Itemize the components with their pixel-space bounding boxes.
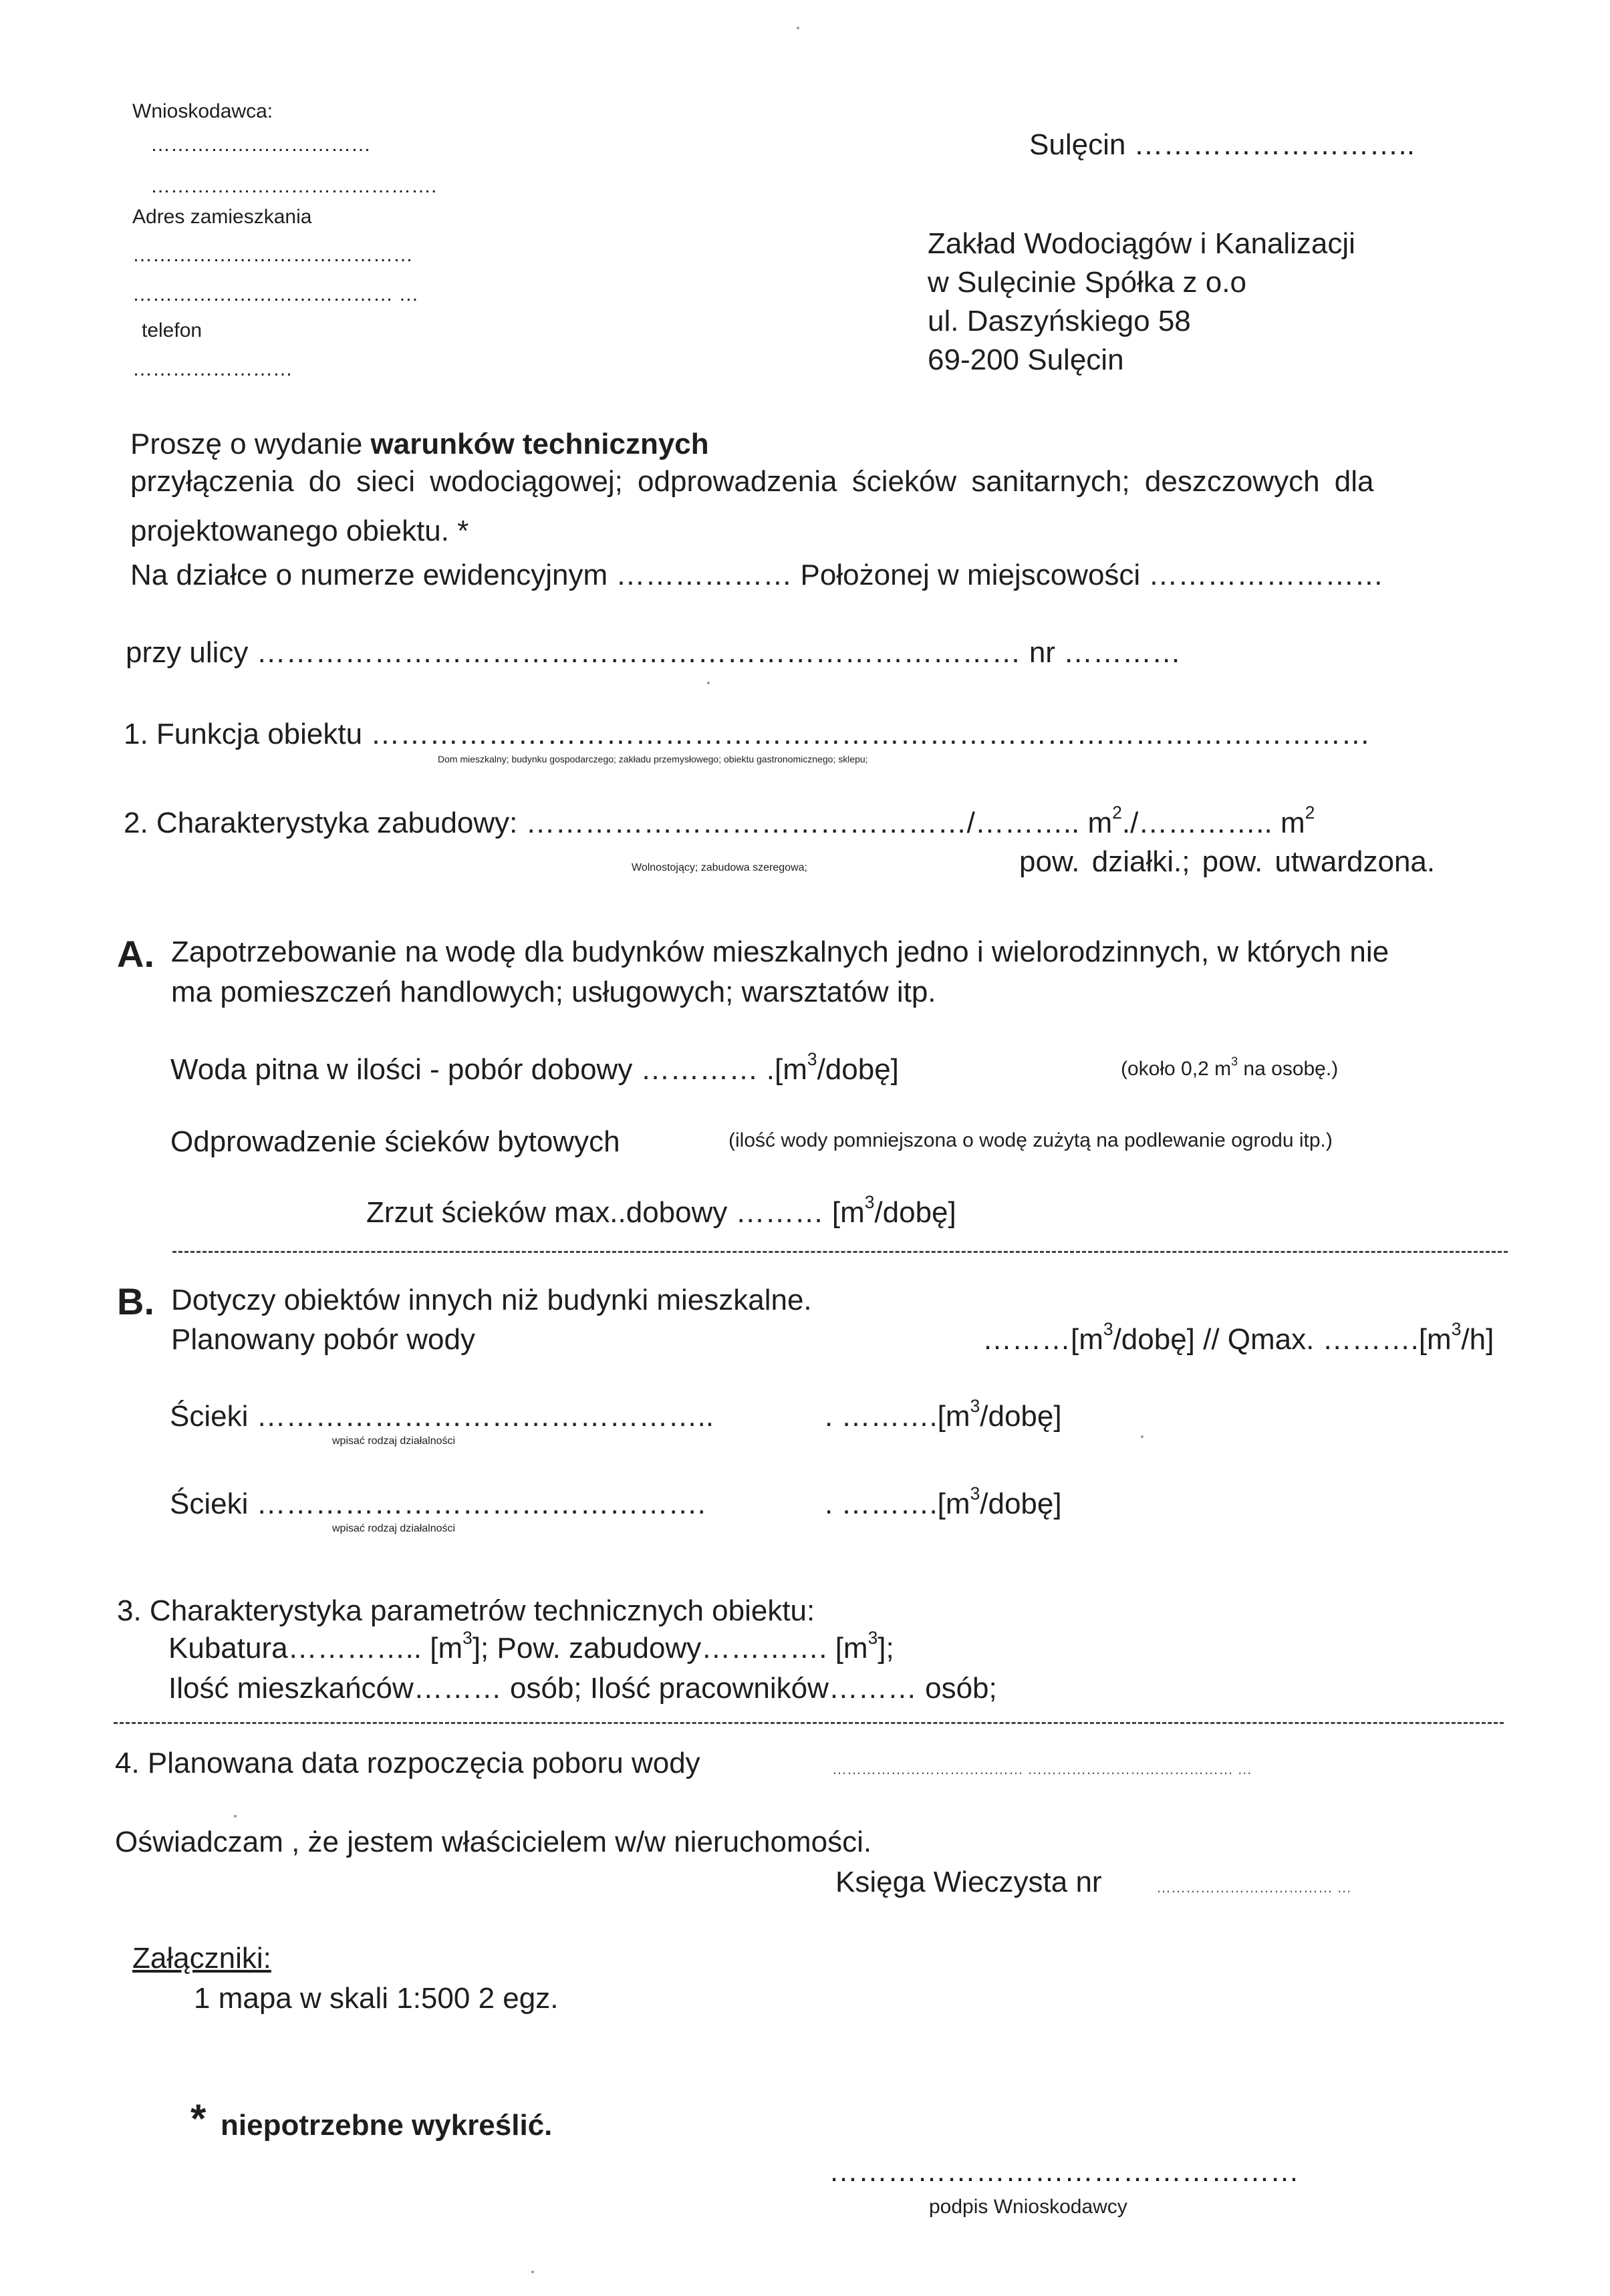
phone-field[interactable]: …………………… bbox=[132, 358, 293, 380]
attachments-label: Załączniki: bbox=[132, 1942, 271, 1975]
section-a-line-1: Zapotrzebowanie na wodę dla budynków mieszkalnych jedno i wielorodzinnych, w których nie bbox=[171, 936, 1389, 968]
street-line[interactable]: przy ulicy …………………………………………………………………… nr ………… bbox=[126, 636, 1182, 669]
declaration-text: Oświadczam , że jestem właścicielem w/w nieruchomości. bbox=[115, 1826, 872, 1858]
area-labels: pow. działki.; pow. utwardzona. bbox=[1019, 845, 1436, 878]
start-date-field[interactable]: ………………………………… …………………………………… … bbox=[832, 1761, 1252, 1777]
applicant-name-field[interactable]: …………………………… bbox=[150, 134, 371, 156]
building-characteristics-line[interactable]: 2. Charakterystyka zabudowy: ………………………………………/……….. $m^2./\dots\dots\dots\dots$.. $m^2$ bbox=[124, 802, 1315, 839]
drinking-water-note: (około 0,2 $m^3$ na osobę.) bbox=[1121, 1054, 1339, 1080]
sewage-label: Odprowadzenie ścieków bytowych bbox=[170, 1125, 620, 1158]
sewage-amount-1[interactable]: . $\dots\dots\dots.[m^3/dobę]$ bbox=[825, 1395, 1062, 1433]
section-b-line-2: Planowany pobór wody bbox=[171, 1323, 475, 1356]
section-b-letter: B. bbox=[117, 1280, 154, 1322]
address-field-2[interactable]: ………………………………… … bbox=[132, 283, 419, 305]
scan-speck bbox=[531, 2271, 534, 2273]
recipient-line-3: ul. Daszyńskiego 58 bbox=[928, 305, 1191, 337]
scan-speck bbox=[234, 1815, 237, 1818]
recipient-line-2: w Sulęcinie Spółka z o.o bbox=[928, 266, 1246, 299]
footnote-text: niepotrzebne wykreślić. bbox=[221, 2109, 553, 2142]
building-hint: Wolnostojący; zabudowa szeregowa; bbox=[632, 862, 807, 873]
signature-field[interactable]: ………………………………………… bbox=[829, 2155, 1299, 2188]
footnote-star: * bbox=[190, 2096, 207, 2141]
scan-speck bbox=[797, 27, 799, 29]
activity-hint-1: wpisać rodzaj działalności bbox=[332, 1435, 456, 1447]
discharge-line[interactable]: Zrzut ścieków max..dobowy ……… $[m^3/dobę]$ bbox=[366, 1191, 956, 1229]
drinking-water-line[interactable]: Woda pitna w ilości - pobór dobowy ………… $.[m^3/dobę]$ bbox=[170, 1048, 899, 1086]
volume-line[interactable]: Kubatura………….. $[m^3]$; Pow. zabudowy…………. $[m^3]$; bbox=[168, 1627, 894, 1665]
divider-b bbox=[114, 1722, 1504, 1724]
request-line-3: projektowanego obiektu. * bbox=[130, 515, 469, 547]
function-line[interactable]: 1. Funkcja obiektu ………………………………………………………………………………………… bbox=[124, 718, 1371, 750]
request-line-2: przyłączenia do sieci wodociągowej; odprowadzenia ścieków sanitarnych; deszczowych dla bbox=[130, 465, 1374, 498]
sewage-amount-2[interactable]: . $\dots\dots\dots.[m^3/dobę]$ bbox=[825, 1483, 1062, 1520]
activity-hint-2: wpisać rodzaj działalności bbox=[332, 1523, 456, 1534]
attachment-item: 1 mapa w skali 1:500 2 egz. bbox=[194, 1982, 559, 2015]
request-intro-bold: warunków technicznych bbox=[370, 428, 709, 460]
parcel-line[interactable]: Na działce o numerze ewidencyjnym ……………… Położonej w miejscowości …………………… bbox=[130, 559, 1384, 591]
phone-label: telefon bbox=[142, 319, 203, 341]
sewage-type-2[interactable]: Ścieki ………………………………………. bbox=[170, 1487, 706, 1520]
planned-water-flow[interactable]: $\dots\dots\dots[m^3/dobę]$ // Qmax. $\dots\dots\dots.[m^3/h]$ bbox=[982, 1318, 1494, 1356]
section-a-line-2: ma pomieszczeń handlowych; usługowych; warsztatów itp. bbox=[171, 976, 936, 1008]
applicant-label: Wnioskodawca: bbox=[132, 100, 273, 122]
applicant-name-field-2[interactable]: ……………………………………. bbox=[150, 175, 437, 197]
recipient-line-1: Zakład Wodociągów i Kanalizacji bbox=[928, 227, 1355, 260]
start-date-label: 4. Planowana data rozpoczęcia poboru wody bbox=[115, 1747, 700, 1779]
request-intro: Proszę o wydanie warunków technicznych bbox=[130, 428, 709, 460]
signature-label: podpis Wnioskodawcy bbox=[929, 2196, 1127, 2218]
sewage-note: (ilość wody pomniejszona o wodę zużytą na podlewanie ogrodu itp.) bbox=[728, 1129, 1333, 1151]
divider-a bbox=[172, 1251, 1508, 1253]
function-hint: Dom mieszkalny; budynku gospodarczego; zakładu przemysłowego; obiektu gastronomicznego; sklepu; bbox=[438, 754, 868, 764]
recipient-line-4: 69-200 Sulęcin bbox=[928, 343, 1124, 376]
land-register-label: Księga Wieczysta nr bbox=[835, 1866, 1102, 1898]
place-field[interactable]: Sulęcin ……………………….. bbox=[1029, 128, 1415, 161]
section-b-line-1: Dotyczy obiektów innych niż budynki mieszkalne. bbox=[171, 1284, 812, 1316]
section-a-letter: A. bbox=[117, 933, 154, 975]
scan-speck bbox=[707, 682, 710, 684]
scan-speck bbox=[1141, 1435, 1144, 1438]
address-label: Adres zamieszkania bbox=[132, 206, 312, 228]
sewage-type-1[interactable]: Ścieki ……………………………………….. bbox=[170, 1400, 714, 1433]
land-register-field[interactable]: ……………………………… … bbox=[1156, 1879, 1352, 1896]
technical-params-title: 3. Charakterystyka parametrów technicznych obiektu: bbox=[117, 1594, 815, 1627]
address-field-1[interactable]: …………………………………… bbox=[132, 244, 413, 266]
residents-workers-line[interactable]: Ilość mieszkańców……… osób; Ilość pracowników……… osób; bbox=[168, 1672, 997, 1705]
